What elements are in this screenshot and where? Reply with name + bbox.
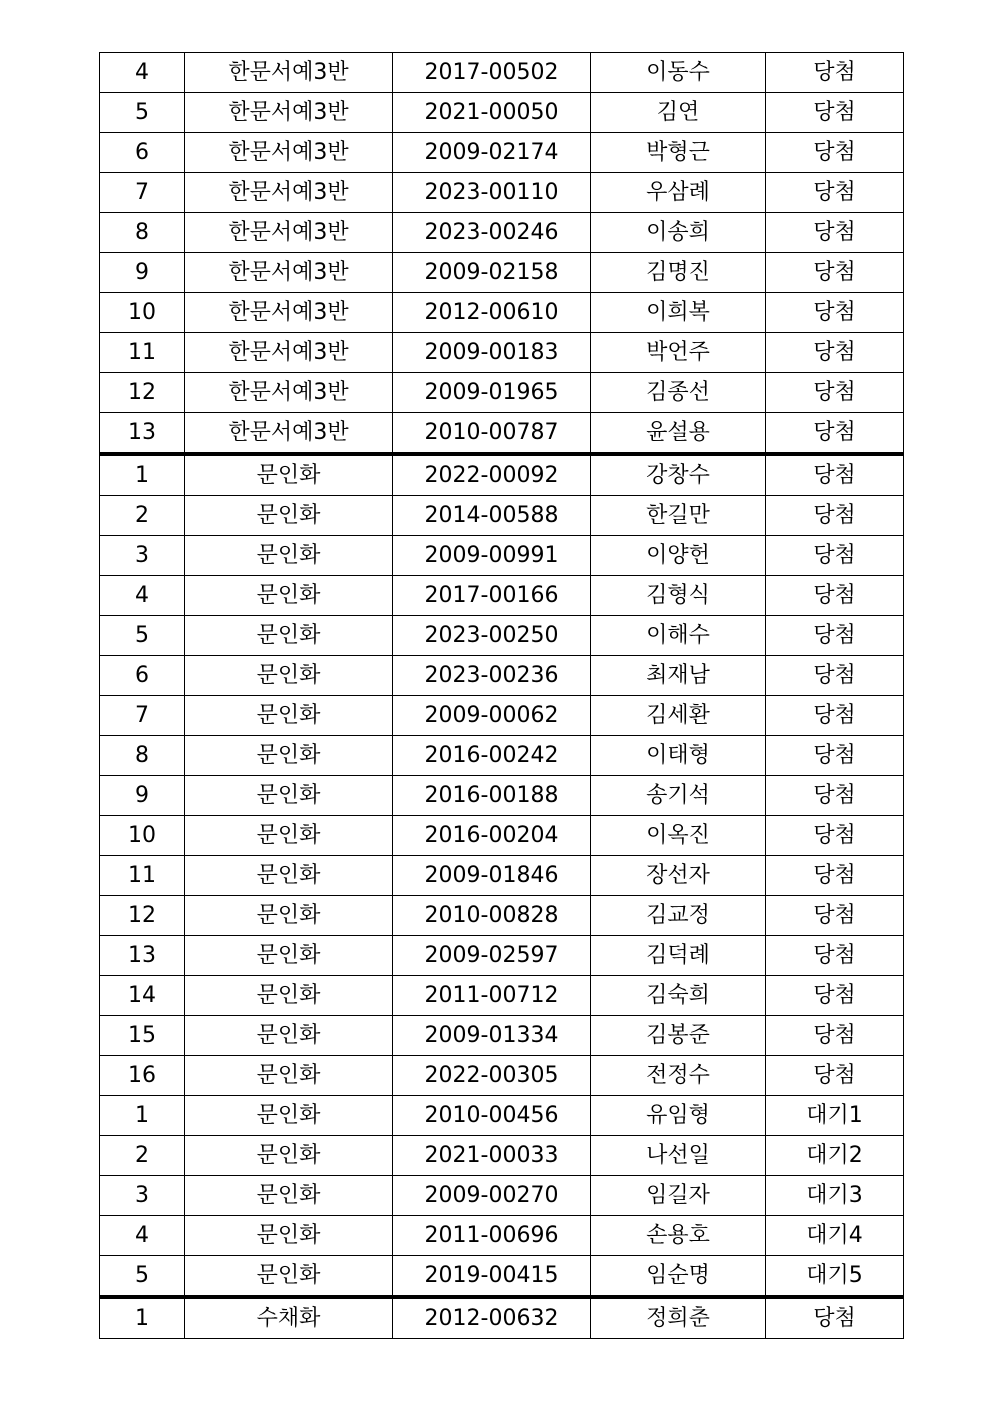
row-number: 1 bbox=[100, 454, 185, 496]
lottery-result: 당첨 bbox=[766, 133, 904, 173]
member-id: 2010-00456 bbox=[393, 1096, 591, 1136]
lottery-result: 당첨 bbox=[766, 1056, 904, 1096]
table-row bbox=[100, 1216, 904, 1256]
lottery-result: 당첨 bbox=[766, 1297, 904, 1339]
member-name: 한길만 bbox=[591, 496, 766, 536]
member-name: 우삼례 bbox=[591, 173, 766, 213]
course-name: 문인화 bbox=[185, 1176, 393, 1216]
row-number: 7 bbox=[100, 173, 185, 213]
table-row bbox=[100, 896, 904, 936]
member-name: 김덕례 bbox=[591, 936, 766, 976]
course-name: 문인화 bbox=[185, 856, 393, 896]
member-name: 전정수 bbox=[591, 1056, 766, 1096]
member-name: 김교정 bbox=[591, 896, 766, 936]
table-row bbox=[100, 936, 904, 976]
table-row bbox=[100, 133, 904, 173]
lottery-result: 대기2 bbox=[766, 1136, 904, 1176]
table-row bbox=[100, 1096, 904, 1136]
member-name: 이옥진 bbox=[591, 816, 766, 856]
member-id: 2010-00787 bbox=[393, 413, 591, 455]
member-name: 나선일 bbox=[591, 1136, 766, 1176]
lottery-result: 당첨 bbox=[766, 373, 904, 413]
member-id: 2012-00632 bbox=[393, 1297, 591, 1339]
table-row bbox=[100, 496, 904, 536]
table-row bbox=[100, 1176, 904, 1216]
member-id: 2009-00270 bbox=[393, 1176, 591, 1216]
member-name: 김형식 bbox=[591, 576, 766, 616]
member-name: 박언주 bbox=[591, 333, 766, 373]
member-name: 이양헌 bbox=[591, 536, 766, 576]
table-row bbox=[100, 1256, 904, 1298]
lottery-result: 대기4 bbox=[766, 1216, 904, 1256]
course-name: 문인화 bbox=[185, 576, 393, 616]
member-id: 2023-00236 bbox=[393, 656, 591, 696]
row-number: 1 bbox=[100, 1297, 185, 1339]
member-id: 2022-00305 bbox=[393, 1056, 591, 1096]
table-row bbox=[100, 293, 904, 333]
course-name: 한문서예3반 bbox=[185, 173, 393, 213]
row-number: 4 bbox=[100, 576, 185, 616]
course-name: 문인화 bbox=[185, 616, 393, 656]
course-name: 문인화 bbox=[185, 696, 393, 736]
row-number: 6 bbox=[100, 656, 185, 696]
member-id: 2009-00991 bbox=[393, 536, 591, 576]
lottery-result: 당첨 bbox=[766, 856, 904, 896]
row-number: 9 bbox=[100, 776, 185, 816]
member-id: 2017-00166 bbox=[393, 576, 591, 616]
lottery-result: 당첨 bbox=[766, 1016, 904, 1056]
member-name: 임순명 bbox=[591, 1256, 766, 1298]
lottery-result: 당첨 bbox=[766, 496, 904, 536]
lottery-result: 당첨 bbox=[766, 93, 904, 133]
table-row bbox=[100, 454, 904, 496]
lottery-result: 당첨 bbox=[766, 173, 904, 213]
member-id: 2010-00828 bbox=[393, 896, 591, 936]
course-name: 문인화 bbox=[185, 776, 393, 816]
lottery-result-body bbox=[100, 53, 904, 1339]
course-name: 한문서예3반 bbox=[185, 413, 393, 455]
member-id: 2009-01965 bbox=[393, 373, 591, 413]
table-row bbox=[100, 616, 904, 656]
row-number: 10 bbox=[100, 293, 185, 333]
course-name: 문인화 bbox=[185, 496, 393, 536]
lottery-result: 당첨 bbox=[766, 53, 904, 93]
member-name: 유임형 bbox=[591, 1096, 766, 1136]
course-name: 문인화 bbox=[185, 1056, 393, 1096]
member-name: 강창수 bbox=[591, 454, 766, 496]
lottery-result-table bbox=[99, 52, 904, 1339]
member-id: 2022-00092 bbox=[393, 454, 591, 496]
member-name: 김종선 bbox=[591, 373, 766, 413]
member-id: 2021-00033 bbox=[393, 1136, 591, 1176]
table-row bbox=[100, 173, 904, 213]
lottery-result: 당첨 bbox=[766, 776, 904, 816]
row-number: 8 bbox=[100, 736, 185, 776]
table-row bbox=[100, 373, 904, 413]
table-row bbox=[100, 333, 904, 373]
course-name: 수채화 bbox=[185, 1297, 393, 1339]
row-number: 4 bbox=[100, 1216, 185, 1256]
course-name: 문인화 bbox=[185, 1136, 393, 1176]
member-id: 2011-00712 bbox=[393, 976, 591, 1016]
row-number: 1 bbox=[100, 1096, 185, 1136]
table-row bbox=[100, 696, 904, 736]
row-number: 12 bbox=[100, 373, 185, 413]
member-id: 2014-00588 bbox=[393, 496, 591, 536]
member-name: 이희복 bbox=[591, 293, 766, 333]
member-name: 김봉준 bbox=[591, 1016, 766, 1056]
member-name: 김숙희 bbox=[591, 976, 766, 1016]
member-id: 2011-00696 bbox=[393, 1216, 591, 1256]
table-row bbox=[100, 213, 904, 253]
lottery-result: 대기1 bbox=[766, 1096, 904, 1136]
member-id: 2023-00246 bbox=[393, 213, 591, 253]
course-name: 문인화 bbox=[185, 896, 393, 936]
table-row bbox=[100, 253, 904, 293]
lottery-result: 당첨 bbox=[766, 896, 904, 936]
course-name: 문인화 bbox=[185, 816, 393, 856]
table-row bbox=[100, 1297, 904, 1339]
table-row bbox=[100, 576, 904, 616]
lottery-result: 당첨 bbox=[766, 976, 904, 1016]
member-id: 2016-00242 bbox=[393, 736, 591, 776]
lottery-result: 당첨 bbox=[766, 816, 904, 856]
course-name: 문인화 bbox=[185, 1216, 393, 1256]
course-name: 한문서예3반 bbox=[185, 53, 393, 93]
member-name: 김연 bbox=[591, 93, 766, 133]
member-name: 임길자 bbox=[591, 1176, 766, 1216]
member-name: 윤설용 bbox=[591, 413, 766, 455]
member-name: 최재남 bbox=[591, 656, 766, 696]
course-name: 문인화 bbox=[185, 1016, 393, 1056]
table-row bbox=[100, 53, 904, 93]
member-id: 2016-00188 bbox=[393, 776, 591, 816]
lottery-result: 당첨 bbox=[766, 454, 904, 496]
table-row bbox=[100, 93, 904, 133]
lottery-result: 당첨 bbox=[766, 213, 904, 253]
row-number: 4 bbox=[100, 53, 185, 93]
table-row bbox=[100, 976, 904, 1016]
table-row bbox=[100, 776, 904, 816]
lottery-result: 당첨 bbox=[766, 656, 904, 696]
member-id: 2009-00062 bbox=[393, 696, 591, 736]
row-number: 5 bbox=[100, 1256, 185, 1298]
course-name: 한문서예3반 bbox=[185, 93, 393, 133]
lottery-result: 당첨 bbox=[766, 253, 904, 293]
course-name: 한문서예3반 bbox=[185, 253, 393, 293]
member-id: 2009-00183 bbox=[393, 333, 591, 373]
member-name: 이태형 bbox=[591, 736, 766, 776]
row-number: 3 bbox=[100, 536, 185, 576]
member-name: 송기석 bbox=[591, 776, 766, 816]
course-name: 문인화 bbox=[185, 1096, 393, 1136]
lottery-result: 당첨 bbox=[766, 696, 904, 736]
member-name: 김세환 bbox=[591, 696, 766, 736]
course-name: 한문서예3반 bbox=[185, 333, 393, 373]
member-id: 2023-00250 bbox=[393, 616, 591, 656]
course-name: 한문서예3반 bbox=[185, 213, 393, 253]
member-name: 이동수 bbox=[591, 53, 766, 93]
row-number: 13 bbox=[100, 413, 185, 455]
table-row bbox=[100, 856, 904, 896]
course-name: 한문서예3반 bbox=[185, 133, 393, 173]
row-number: 16 bbox=[100, 1056, 185, 1096]
lottery-result: 대기5 bbox=[766, 1256, 904, 1298]
row-number: 14 bbox=[100, 976, 185, 1016]
table-row bbox=[100, 816, 904, 856]
row-number: 11 bbox=[100, 856, 185, 896]
row-number: 7 bbox=[100, 696, 185, 736]
row-number: 13 bbox=[100, 936, 185, 976]
member-name: 박형근 bbox=[591, 133, 766, 173]
row-number: 2 bbox=[100, 496, 185, 536]
member-id: 2016-00204 bbox=[393, 816, 591, 856]
course-name: 문인화 bbox=[185, 656, 393, 696]
row-number: 12 bbox=[100, 896, 185, 936]
member-name: 이해수 bbox=[591, 616, 766, 656]
lottery-result: 대기3 bbox=[766, 1176, 904, 1216]
course-name: 문인화 bbox=[185, 1256, 393, 1298]
row-number: 5 bbox=[100, 93, 185, 133]
member-id: 2012-00610 bbox=[393, 293, 591, 333]
lottery-result: 당첨 bbox=[766, 536, 904, 576]
member-id: 2009-01846 bbox=[393, 856, 591, 896]
member-id: 2021-00050 bbox=[393, 93, 591, 133]
member-id: 2009-02174 bbox=[393, 133, 591, 173]
member-name: 이송희 bbox=[591, 213, 766, 253]
table-row bbox=[100, 1136, 904, 1176]
row-number: 11 bbox=[100, 333, 185, 373]
table-row bbox=[100, 736, 904, 776]
row-number: 2 bbox=[100, 1136, 185, 1176]
course-name: 문인화 bbox=[185, 976, 393, 1016]
row-number: 8 bbox=[100, 213, 185, 253]
lottery-result: 당첨 bbox=[766, 413, 904, 455]
lottery-result: 당첨 bbox=[766, 936, 904, 976]
member-id: 2009-02158 bbox=[393, 253, 591, 293]
lottery-result: 당첨 bbox=[766, 736, 904, 776]
row-number: 3 bbox=[100, 1176, 185, 1216]
lottery-result: 당첨 bbox=[766, 333, 904, 373]
course-name: 문인화 bbox=[185, 454, 393, 496]
table-row bbox=[100, 656, 904, 696]
row-number: 6 bbox=[100, 133, 185, 173]
course-name: 한문서예3반 bbox=[185, 293, 393, 333]
course-name: 한문서예3반 bbox=[185, 373, 393, 413]
member-id: 2009-02597 bbox=[393, 936, 591, 976]
row-number: 10 bbox=[100, 816, 185, 856]
row-number: 5 bbox=[100, 616, 185, 656]
table-row bbox=[100, 536, 904, 576]
member-name: 장선자 bbox=[591, 856, 766, 896]
row-number: 9 bbox=[100, 253, 185, 293]
row-number: 15 bbox=[100, 1016, 185, 1056]
table-row bbox=[100, 413, 904, 455]
lottery-result: 당첨 bbox=[766, 616, 904, 656]
course-name: 문인화 bbox=[185, 536, 393, 576]
member-id: 2009-01334 bbox=[393, 1016, 591, 1056]
member-name: 손용호 bbox=[591, 1216, 766, 1256]
lottery-result: 당첨 bbox=[766, 576, 904, 616]
member-id: 2023-00110 bbox=[393, 173, 591, 213]
course-name: 문인화 bbox=[185, 736, 393, 776]
table-row bbox=[100, 1056, 904, 1096]
lottery-result: 당첨 bbox=[766, 293, 904, 333]
member-id: 2017-00502 bbox=[393, 53, 591, 93]
member-id: 2019-00415 bbox=[393, 1256, 591, 1298]
table-row bbox=[100, 1016, 904, 1056]
member-name: 김명진 bbox=[591, 253, 766, 293]
course-name: 문인화 bbox=[185, 936, 393, 976]
member-name: 정희춘 bbox=[591, 1297, 766, 1339]
